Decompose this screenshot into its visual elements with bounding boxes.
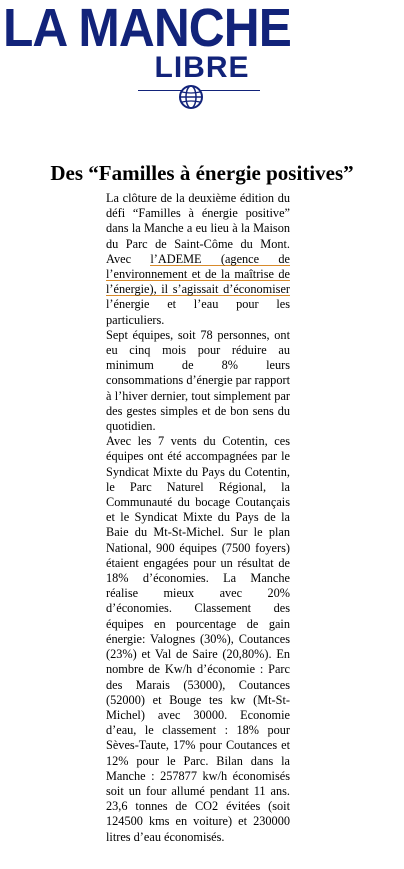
masthead-title-line1: LA MANCHE <box>3 0 291 58</box>
article-paragraph-3: Avec les 7 vents du Cotentin, ces équipes ont été accompagnées par le Syndicat Mixte du Pays du Cotentin, le Parc Naturel Régional, la Communauté du bocage Coutançais et le Syndicat Mixte du Pays de la Baie du Mt-St-Michel. Sur le plan National, 900 équipes (7500 foyers) étaient engagées pour un résultat de 18% d’économies. La Manche réalise mieux avec 20% d’économies. Classement des équipes en pourcentage de gain énergie: Valognes (30%), Coutances (23%) et Val de Saire (20,80%). En nombre de Kw/h d’économie : Parc des Marais (53000), Coutances (52000) et Bouge tes kw (Mt-St-Michel) avec 30000. Economie d’eau, le classement : 18% pour Sèves-Taute, 17% pour Coutances et 12% pour le Parc. Bilan dans la Manche : 257877 kw/h économisés soit un four allumé pendant 11 ans. 23,6 tonnes de CO2 évitées (soit 124500 kms en voiture) et 230000 litres d’eau économisés. <box>106 434 290 844</box>
highlighted-text: l’ADEME (agence de l’environnement et de la maîtrise de l’énergie), il s’agissait d’économiser <box>106 251 290 297</box>
article-paragraph-2: Sept équipes, soit 78 personnes, ont eu cinq mois pour réduire au minimum de 8% leurs consommations d’énergie par rapport à l’hiver dernier, tout simplement par des gestes simples et de bon sens du quotidien. <box>106 327 290 434</box>
article-paragraph-1: La clôture de la deuxième édition du défi “Familles à énergie positive” dans la Manche a eu lieu à la Maison du Parc de Saint-Côme du Mont. Avec l’ADEME (agence de l’environnement et de la maîtrise de l’énergie), il s’agissait d’économiser l’énergie et l’eau pour les particuliers. <box>106 191 290 327</box>
article-body <box>106 191 290 845</box>
masthead-logo <box>0 0 404 112</box>
article-headline: Des “Familles à énergie positives” <box>50 161 354 186</box>
globe-icon <box>178 84 204 110</box>
masthead-title-line2: LIBRE <box>154 51 250 84</box>
